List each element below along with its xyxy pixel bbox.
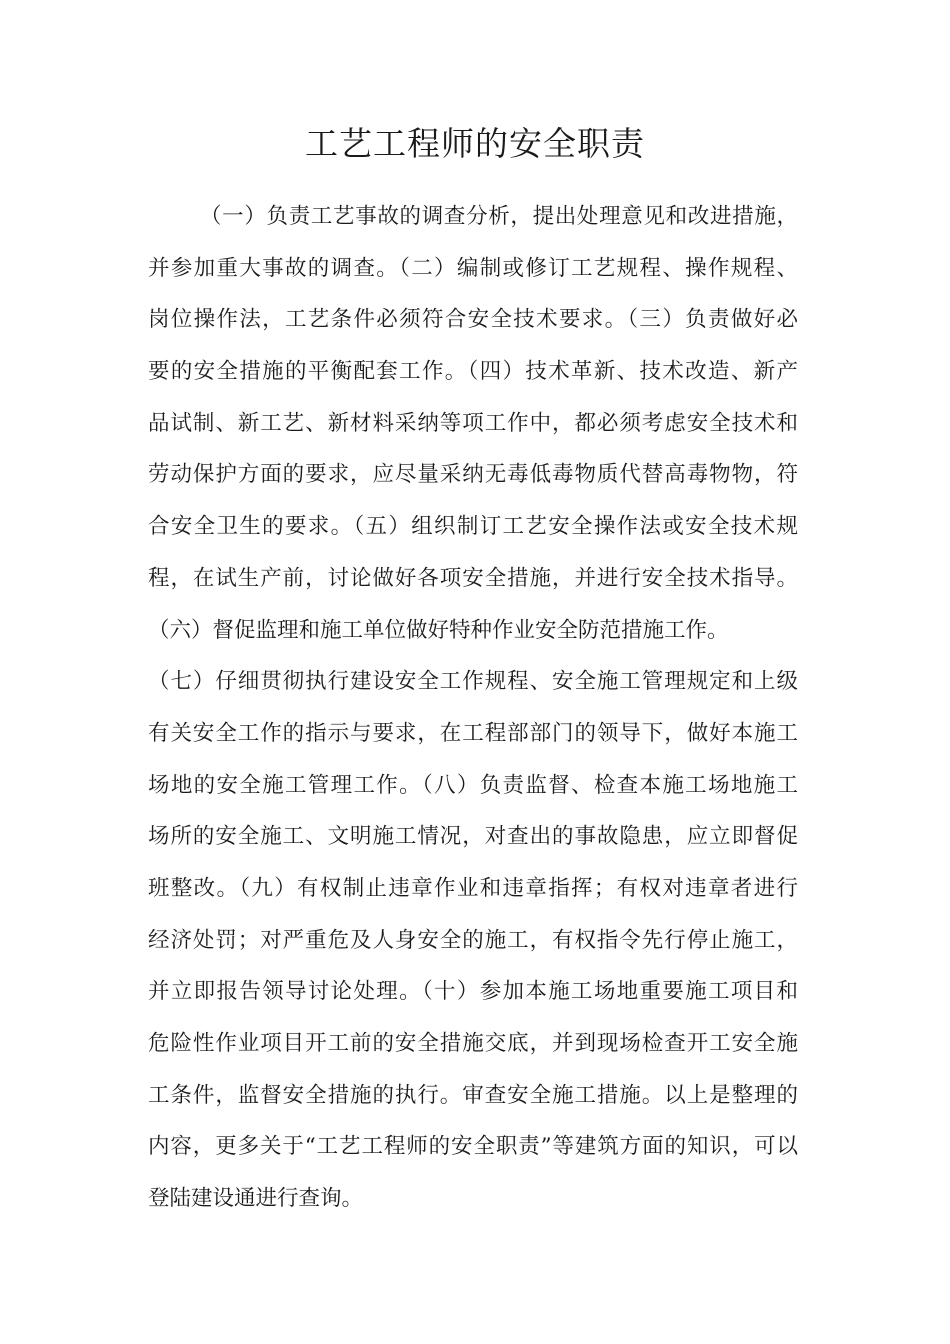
body-line: 经济处罚；对严重危及人身安全的施工，有权指令先行停止施工， <box>148 927 798 953</box>
body-line: 登陆建设通进行查询。 <box>148 1186 364 1212</box>
body-line: 合安全卫生的要求。（五）组织制订工艺安全操作法或安全技术规 <box>148 514 798 540</box>
body-line: 并立即报告领导讨论处理。（十）参加本施工场地重要施工项目和 <box>148 979 798 1005</box>
body-line: 工条件，监督安全措施的执行。审查安全施工措施。以上是整理的 <box>148 1082 798 1108</box>
body-line: 岗位操作法，工艺条件必须符合安全技术要求。（三）负责做好必 <box>148 307 798 333</box>
body-line: （七）仔细贯彻执行建设安全工作规程、安全施工管理规定和上级 <box>148 669 798 695</box>
body-line: （六）督促监理和施工单位做好特种作业安全防范措施工作。 <box>148 617 729 643</box>
body-line: 有关安全工作的指示与要求，在工程部部门的领导下，做好本施工 <box>148 720 798 746</box>
document-title: 工艺工程师的安全职责 <box>305 124 645 163</box>
body-line: 内容，更多关于“工艺工程师的安全职责”等建筑方面的知识，可以 <box>148 1134 798 1160</box>
body-line: 危险性作业项目开工前的安全措施交底，并到现场检查开工安全施 <box>148 1031 798 1056</box>
document-body <box>148 191 798 1225</box>
body-line: 场地的安全施工管理工作。（八）负责监督、检查本施工场地施工 <box>148 772 798 798</box>
body-line: （一）负责工艺事故的调查分析，提出处理意见和改进措施， <box>200 204 798 229</box>
body-line: 班整改。（九）有权制止违章作业和违章指挥；有权对违章者进行 <box>148 875 798 901</box>
body-line: 劳动保护方面的要求，应尽量采纳无毒低毒物质代替高毒物物，符 <box>148 462 798 488</box>
body-line: 并参加重大事故的调查。（二）编制或修订工艺规程、操作规程、 <box>148 255 798 281</box>
body-line: 品试制、新工艺、新材料采纳等项工作中，都必须考虑安全技术和 <box>148 410 798 436</box>
body-line: 场所的安全施工、文明施工情况，对查出的事故隐患，应立即督促 <box>148 824 798 850</box>
body-line: 要的安全措施的平衡配套工作。（四）技术革新、技术改造、新产 <box>148 359 798 385</box>
body-line: 程，在试生产前，讨论做好各项安全措施，并进行安全技术指导。 <box>148 565 798 591</box>
